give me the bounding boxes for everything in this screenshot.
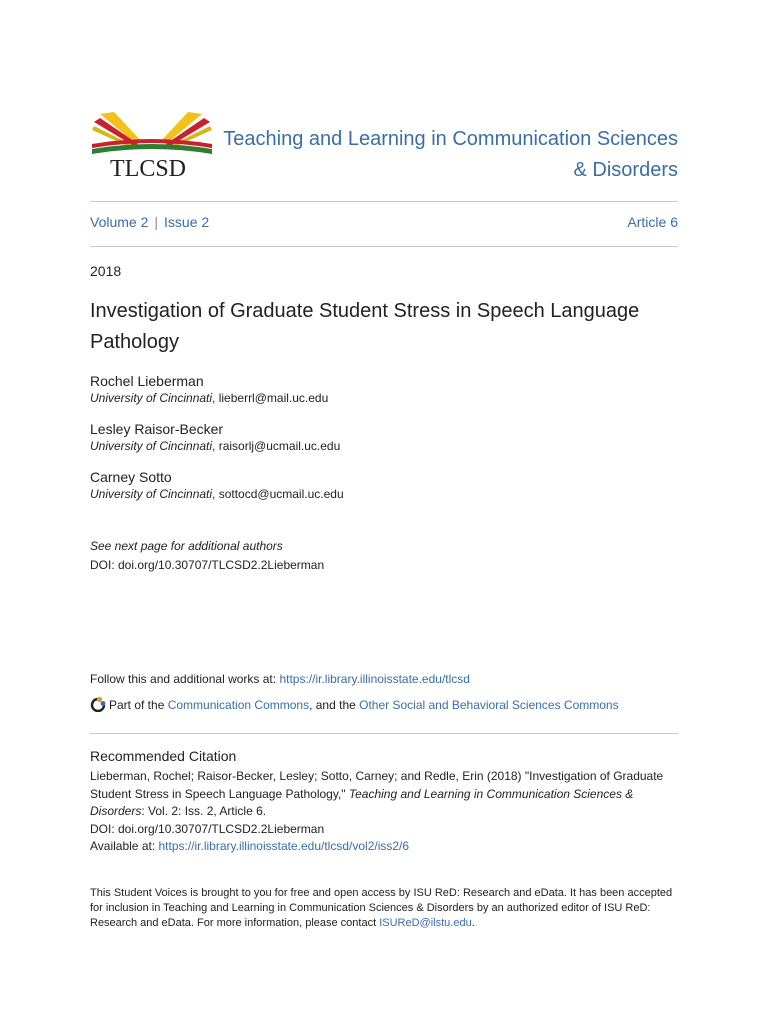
author-affiliation [90,390,678,406]
access-statement-text: This Student Voices is brought to you for free and open access by ISU ReD: Research and eData. It has been accepted for inclusion in Teaching and Learning in Communication Sciences & Disorders by an authorized editor of ISU ReD: Research and eData. For more information, please contact [90,887,673,929]
access-statement [90,886,678,931]
author-university: University of Cincinnati [90,439,213,453]
issue-row [90,214,678,230]
author-email: , lieberrl@mail.uc.edu [212,391,329,405]
author-email: , raisorlj@ucmail.uc.edu [212,439,341,453]
author-name: Carney Sotto [90,469,172,485]
divider [90,201,678,202]
follow-text: Follow this and additional works at: [90,672,280,686]
part-of-text: Part of the [109,698,168,712]
publication-year: 2018 [90,263,122,279]
author-affiliation [90,438,678,454]
citation-volume: : Vol. 2: Iss. 2, Article 6. [141,804,267,818]
author-university: University of Cincinnati [90,487,213,501]
volume-link[interactable]: Volume 2 [90,214,149,230]
citation-doi: DOI: doi.org/10.30707/TLCSD2.2Lieberman [90,821,325,836]
commons-network-icon [90,696,106,715]
see-next-page-note: See next page for additional authors [90,539,283,553]
citation-line: Student Stress in Speech Language Pathology," [90,786,349,801]
journal-title-line1: Teaching and Learning in Communication Sciences [223,128,678,150]
citation-line: Lieberman, Rochel; Raisor-Becker, Lesley; Sotto, Carney; and Redle, Erin (2018) "Investigation of Graduate [90,769,664,783]
divider [90,733,678,734]
article-link[interactable]: Article 6 [627,214,678,230]
article-title: Investigation of Graduate Student Stress in Speech Language Pathology [90,300,640,353]
journal-title-line2: & Disorders [573,159,678,181]
article-url-link[interactable]: https://ir.library.illinoisstate.edu/tlcsd/vol2/iss2/6 [158,839,410,853]
journal-logo [90,108,215,183]
issue-separator: | [154,214,159,230]
citation-body [90,786,678,821]
part-of-text-2: , and the [309,698,360,712]
journal-header [90,108,678,188]
access-statement-end: . [471,917,475,929]
citation-available [90,838,678,856]
available-text: Available at: [90,839,159,853]
issue-link[interactable]: Issue 2 [164,214,210,230]
author-block [90,468,678,502]
journal-title-link[interactable] [208,124,678,186]
recommended-citation-heading: Recommended Citation [90,748,237,764]
author-university: University of Cincinnati [90,391,213,405]
citation-journal: Teaching and Learning in Communication Sciences & Disorders [90,786,634,818]
author-email: , sottocd@ucmail.uc.edu [212,487,344,501]
repository-link[interactable]: https://ir.library.illinoisstate.edu/tlcsd [279,672,470,686]
contact-email-link[interactable]: ISUReD@ilstu.edu [379,917,472,929]
author-block [90,420,678,454]
logo-text: TLCSD [110,156,187,182]
author-name: Rochel Lieberman [90,373,204,389]
citation-text [90,768,678,856]
communication-commons-link[interactable]: Communication Commons [167,698,310,712]
part-of-line [90,696,619,715]
logo-mark-icon [90,108,215,158]
follow-line [90,672,470,686]
social-sciences-commons-link[interactable]: Other Social and Behavioral Sciences Commons [359,698,619,712]
author-affiliation [90,486,678,502]
author-name: Lesley Raisor-Becker [90,421,224,437]
doi: DOI: doi.org/10.30707/TLCSD2.2Lieberman [90,558,325,572]
divider [90,246,678,247]
author-block [90,372,678,406]
